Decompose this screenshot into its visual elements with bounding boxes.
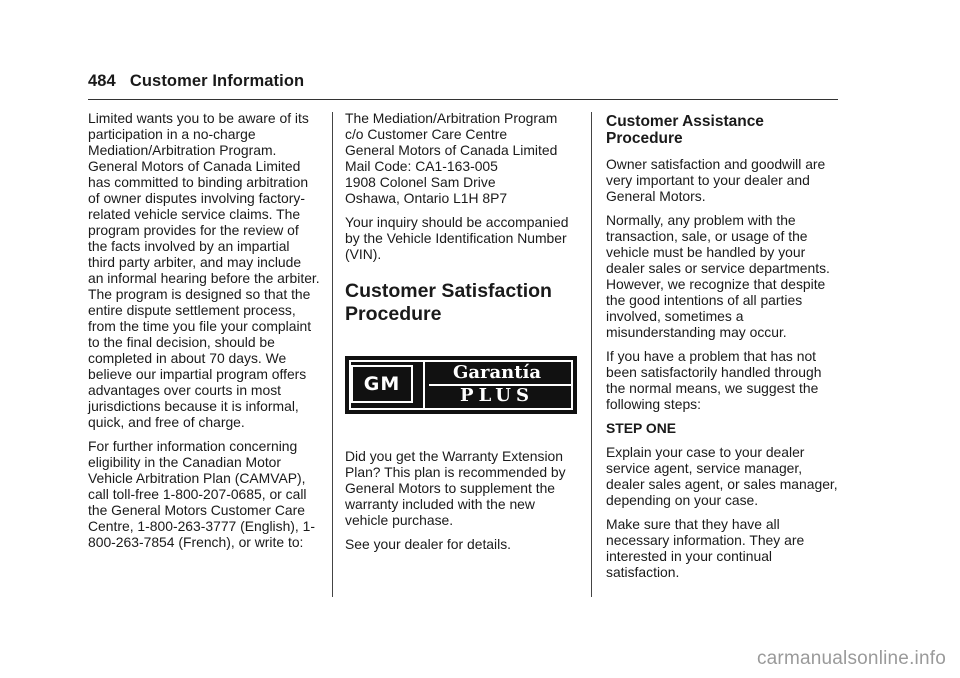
- mailing-address: [345, 110, 580, 206]
- gm-badge: GM: [351, 365, 413, 403]
- address-line: The Mediation/Arbitration Program: [345, 110, 558, 126]
- logo-garantia-text: Garantía: [452, 362, 542, 383]
- problem-handling-paragraph: Normally, any problem with the transaction, sale, or usage of the vehicle must be handled by your dealer sales or service departments. However, we recognize that despite the good intentions of all parties involved, sometimes a misunderstanding may occur.: [606, 212, 830, 340]
- see-dealer-paragraph: See your dealer for details.: [345, 536, 512, 552]
- column-right: [606, 110, 841, 588]
- steps-intro-paragraph: If you have a problem that has not been satisfactorily handled through the normal means, we suggest the following steps:: [606, 348, 822, 412]
- address-line: Mail Code: CA1-163-005: [345, 158, 498, 174]
- warranty-paragraph: Did you get the Warranty Extension Plan? This plan is recommended by General Motors to supplement the warranty included with the new vehicle purchase.: [345, 448, 566, 528]
- section-title: Customer Information: [129, 72, 305, 90]
- goodwill-paragraph: Owner satisfaction and goodwill are very important to your dealer and General Motors.: [606, 156, 826, 204]
- header-rule: [88, 99, 838, 100]
- step-one-label: STEP ONE: [606, 420, 676, 436]
- page-number: 484: [88, 72, 116, 90]
- logo-plus-text: PLUS: [460, 385, 534, 406]
- column-divider: [591, 112, 592, 597]
- address-line: c/o Customer Care Centre: [345, 126, 508, 142]
- column-middle: [345, 110, 580, 560]
- watermark: carmanualsonline.info: [756, 648, 946, 669]
- address-line: Oshawa, Ontario L1H 8P7: [345, 190, 508, 206]
- step-one-paragraph: Explain your case to your dealer service agent, service manager, dealer sales agent, or sales manager, depending on your case.: [606, 444, 838, 508]
- address-line: General Motors of Canada Limited: [345, 142, 558, 158]
- assistance-heading: Customer Assistance Procedure: [606, 113, 764, 147]
- satisfaction-heading: Customer Satisfaction Procedure: [345, 280, 552, 325]
- logo-separator: [423, 362, 425, 408]
- arbitration-paragraph: Limited wants you to be aware of its participation in a no-charge Mediation/Arbitration Program. General Motors of Canada Limited has committed to binding arbitration of owner disputes involving factory-related vehicle service claims. The program provides for the review of the facts involved by an impartial third party arbiter, and may include an informal hearing before the arbiter. The program is designed so that the entire dispute settlement process, from the time you file your complaint to the final decision, should be completed in about 70 days. We believe our impartial program offers advantages over courts in most jurisdictions because it is informal, quick, and free of charge.: [88, 110, 320, 430]
- information-paragraph: Make sure that they have all necessary information. They are interested in your continual satisfaction.: [606, 516, 805, 580]
- gm-garantia-plus-logo: [345, 356, 577, 414]
- page-header: [88, 72, 304, 91]
- camvap-paragraph: For further information concerning eligibility in the Canadian Motor Vehicle Arbitration Plan (CAMVAP), call toll-free 1-800-207-0685, or call the General Motors Customer Care Centre, 1-800-263-3777 (English), 1-800-263-7854 (French), or write to:: [88, 438, 316, 550]
- address-line: 1908 Colonel Sam Drive: [345, 174, 496, 190]
- column-divider: [332, 112, 333, 597]
- column-left: [88, 110, 320, 558]
- inquiry-paragraph: Your inquiry should be accompanied by the Vehicle Identification Number (VIN).: [345, 214, 569, 262]
